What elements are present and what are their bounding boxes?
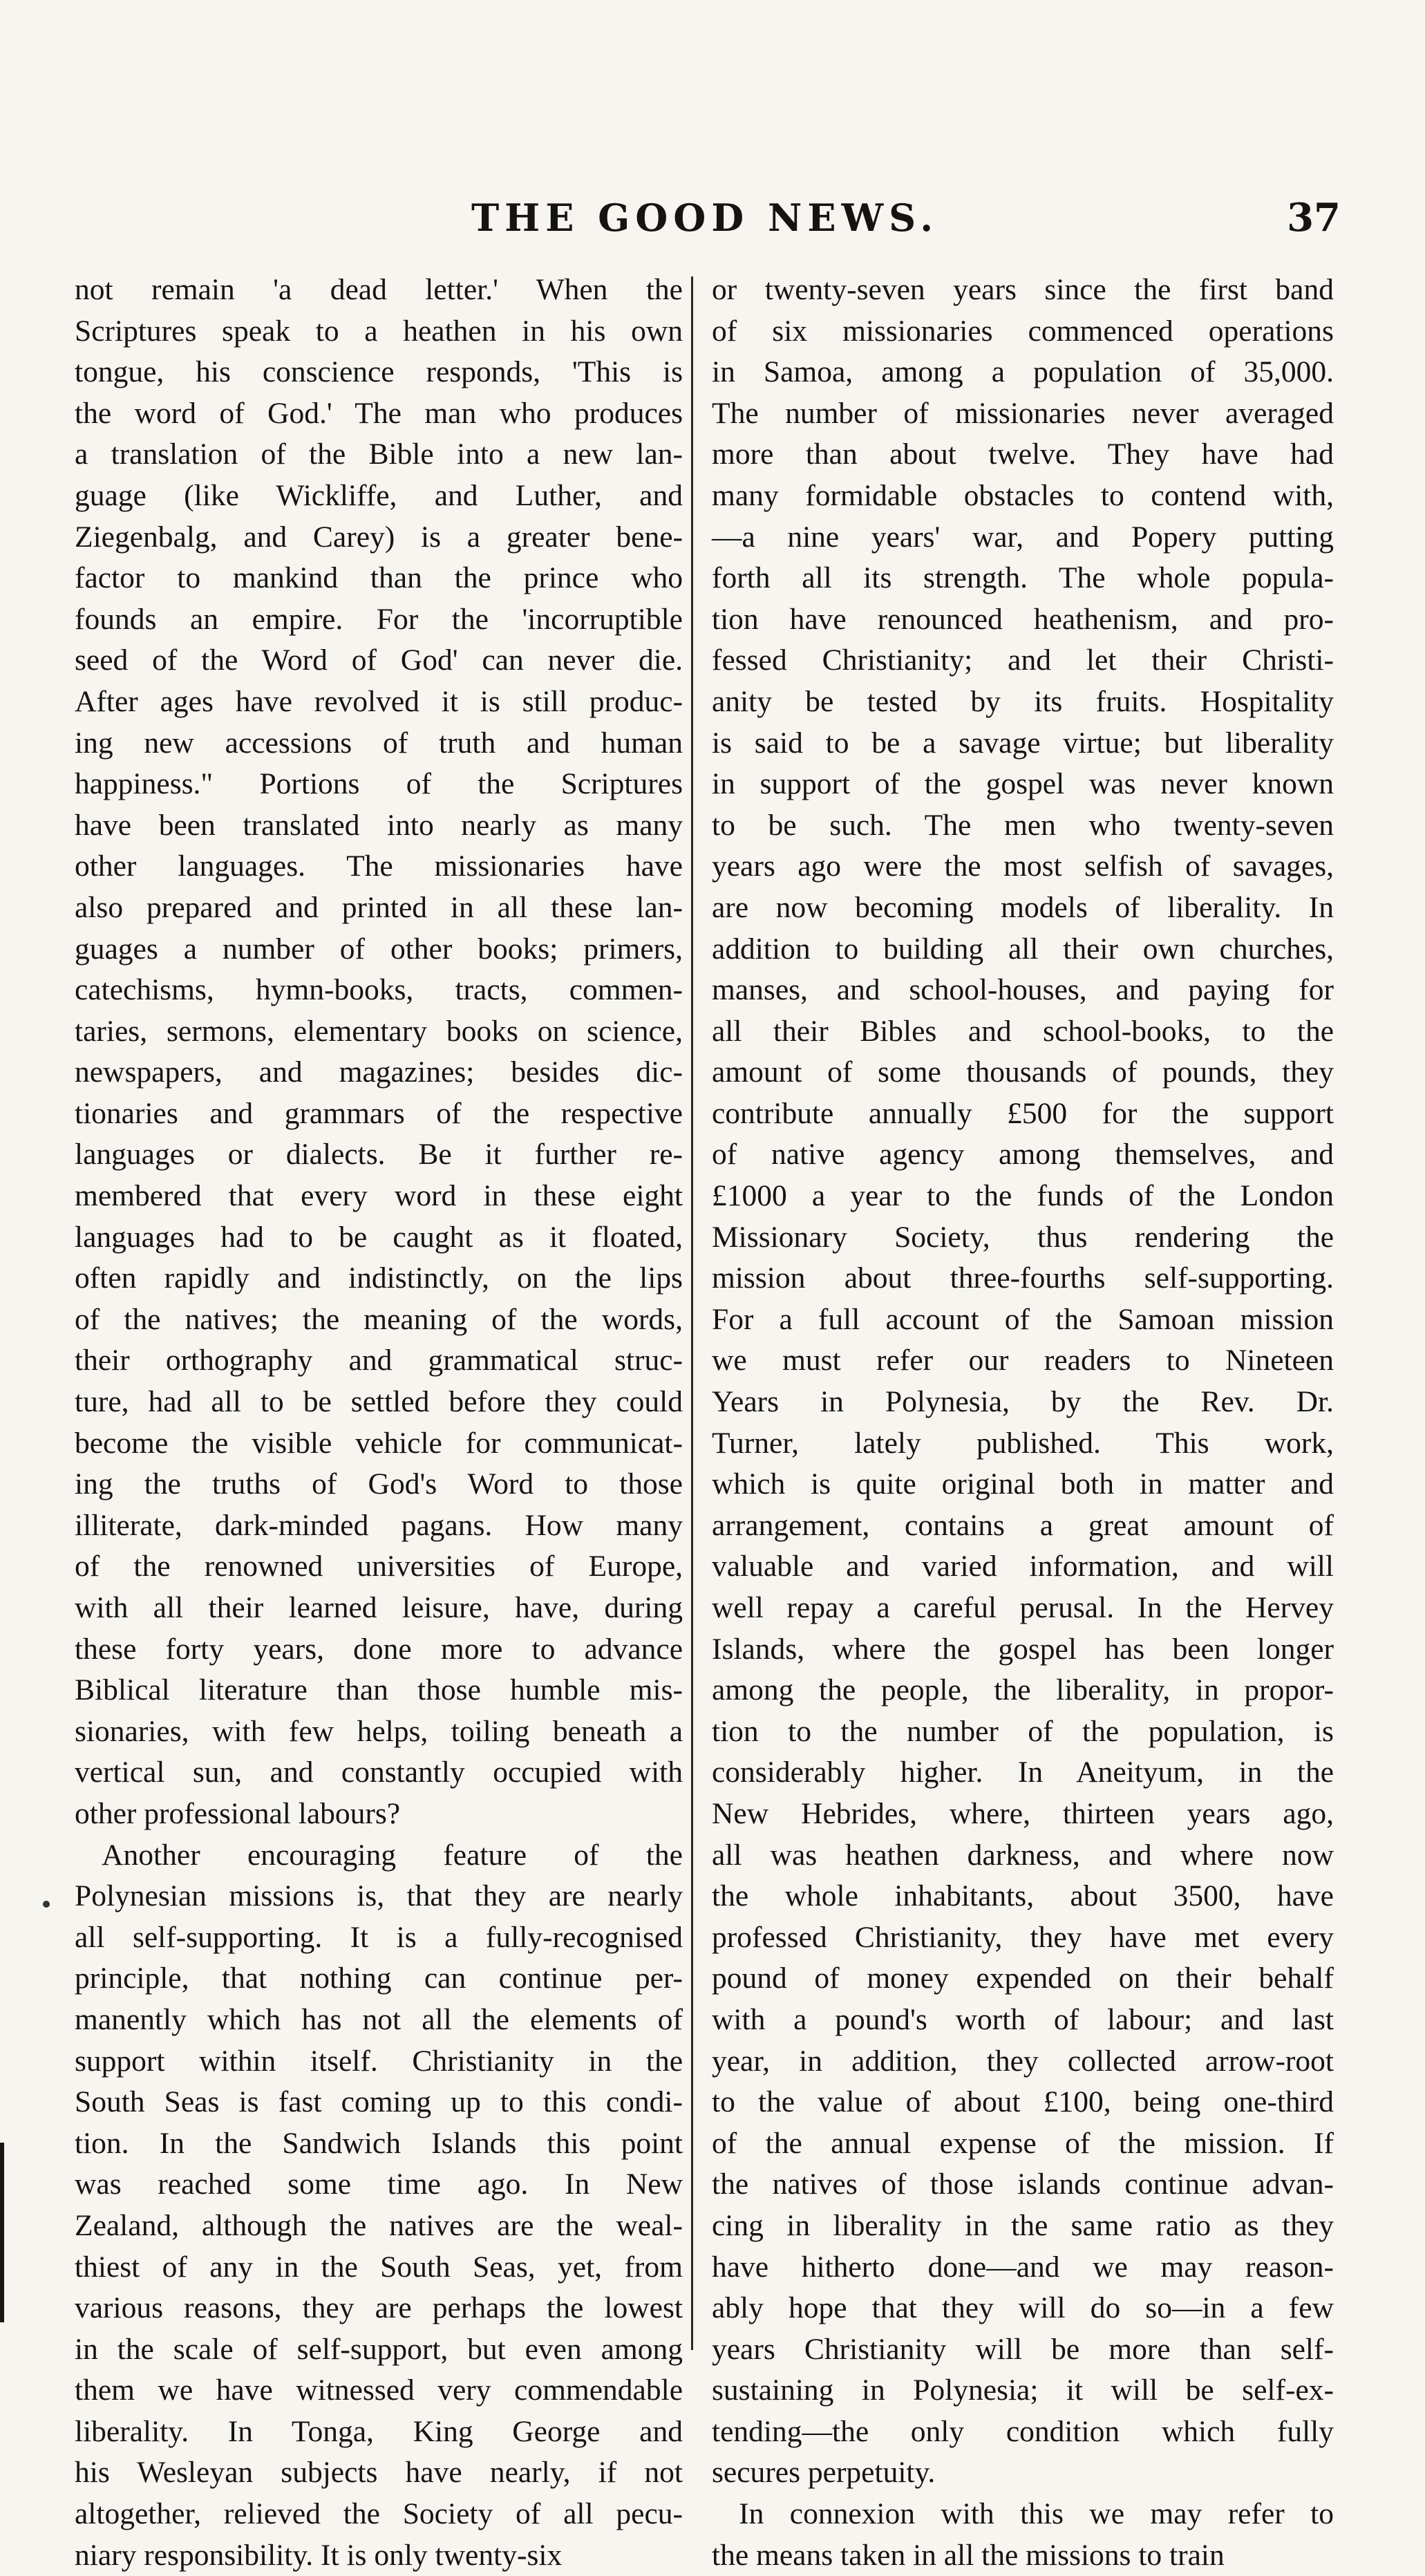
right-column-line: tion to the number of the population, is bbox=[712, 1714, 1334, 1748]
left-column-line: various reasons, they are perhaps the lowest bbox=[75, 2291, 683, 2325]
left-column-line: tionaries and grammars of the respective bbox=[75, 1096, 683, 1130]
left-column-line: was reached some time ago. In New bbox=[75, 2168, 683, 2201]
left-column-line: ing new accessions of truth and human bbox=[75, 726, 683, 760]
left-column-line: support within itself. Christianity in the bbox=[75, 2044, 683, 2078]
left-column-line: Ziegenbalg, and Carey) is a greater bene- bbox=[75, 520, 683, 554]
right-column-line: £1000 a year to the funds of the London bbox=[712, 1179, 1334, 1213]
right-column-line: which is quite original both in matter and bbox=[712, 1467, 1334, 1501]
right-column-line: the means taken in all the missions to train bbox=[712, 2538, 1225, 2572]
left-column-line: Zealand, although the natives are the weal- bbox=[75, 2208, 683, 2242]
left-column-line: of the natives; the meaning of the words, bbox=[75, 1302, 683, 1336]
right-column-line: have hitherto done—and we may reason- bbox=[712, 2250, 1334, 2284]
right-column-line: in support of the gospel was never known bbox=[712, 767, 1334, 801]
right-column-line: is said to be a savage virtue; but liberality bbox=[712, 726, 1334, 760]
right-column-line: —a nine years' war, and Popery putting bbox=[712, 520, 1334, 554]
left-column-line: newspapers, and magazines; besides dic- bbox=[75, 1055, 683, 1089]
left-column-line: tongue, his conscience responds, 'This is bbox=[75, 355, 683, 389]
left-column-line: become the visible vehicle for communicat- bbox=[75, 1426, 683, 1460]
right-column-line: year, in addition, they collected arrow-root bbox=[712, 2044, 1334, 2078]
left-column-line: liberality. In Tonga, King George and bbox=[75, 2414, 683, 2448]
left-column-line: guages a number of other books; primers, bbox=[75, 932, 683, 966]
right-column-line: amount of some thousands of pounds, they bbox=[712, 1055, 1334, 1089]
right-column-line: among the people, the liberality, in propor- bbox=[712, 1673, 1334, 1707]
right-column-line: sustaining in Polynesia; it will be self-ex- bbox=[712, 2373, 1334, 2407]
right-column-line: of the annual expense of the mission. If bbox=[712, 2126, 1334, 2160]
left-column-line: membered that every word in these eight bbox=[75, 1179, 683, 1213]
right-column-line: manses, and school-houses, and paying for bbox=[712, 973, 1334, 1007]
right-column-line: all was heathen darkness, and where now bbox=[712, 1838, 1334, 1872]
left-column-line: also prepared and printed in all these lan- bbox=[75, 890, 683, 924]
right-column-line: years ago were the most selfish of savages, bbox=[712, 849, 1334, 883]
left-column-line: other languages. The missionaries have bbox=[75, 849, 683, 883]
left-column-line: his Wesleyan subjects have nearly, if not bbox=[75, 2456, 683, 2490]
left-column-line: After ages have revolved it is still produc- bbox=[75, 684, 683, 718]
right-column-line: forth all its strength. The whole popula- bbox=[712, 561, 1334, 595]
left-column-line: their orthography and grammatical struc- bbox=[75, 1344, 683, 1378]
left-column-line: ture, had all to be settled before they could bbox=[75, 1385, 683, 1419]
left-column-line: Scriptures speak to a heathen in his own bbox=[75, 314, 683, 348]
right-column-line: In connexion with this we may refer to bbox=[739, 2497, 1334, 2531]
right-column bbox=[712, 270, 1334, 2576]
right-column-line: cing in liberality in the same ratio as they bbox=[712, 2208, 1334, 2242]
left-column-line: Polynesian missions is, that they are nearly bbox=[75, 1879, 683, 1913]
left-column-line: seed of the Word of God' can never die. bbox=[75, 643, 683, 677]
right-column-line: Turner, lately published. This work, bbox=[712, 1426, 1334, 1460]
left-column-line: founds an empire. For the 'incorruptible bbox=[75, 602, 683, 636]
right-column-line: valuable and varied information, and will bbox=[712, 1550, 1334, 1583]
right-column-line: more than about twelve. They have had bbox=[712, 438, 1334, 471]
right-column-line: many formidable obstacles to contend with, bbox=[712, 478, 1334, 512]
right-column-line: Missionary Society, thus rendering the bbox=[712, 1220, 1334, 1254]
right-column-line: Years in Polynesia, by the Rev. Dr. bbox=[712, 1385, 1334, 1419]
right-column-line: we must refer our readers to Nineteen bbox=[712, 1344, 1334, 1378]
right-column-line: of native agency among themselves, and bbox=[712, 1138, 1334, 1172]
left-column-line: with all their learned leisure, have, during bbox=[75, 1591, 683, 1624]
left-column-line: guage (like Wickliffe, and Luther, and bbox=[75, 478, 683, 512]
right-column-line: to be such. The men who twenty-seven bbox=[712, 808, 1334, 842]
left-column-line: Biblical literature than those humble mis- bbox=[75, 1673, 683, 1707]
left-column-line: thiest of any in the South Seas, yet, from bbox=[75, 2250, 683, 2284]
left-column-line: often rapidly and indistinctly, on the lips bbox=[75, 1261, 683, 1295]
right-column-line: with a pound's worth of labour; and last bbox=[712, 2002, 1334, 2036]
right-column-line: mission about three-fourths self-supporting. bbox=[712, 1261, 1334, 1295]
column-divider bbox=[691, 276, 693, 2350]
left-column-line: principle, that nothing can continue per- bbox=[75, 1962, 683, 1995]
right-column-line: tion have renounced heathenism, and pro- bbox=[712, 602, 1334, 636]
page-edge-mark bbox=[0, 2143, 4, 2322]
right-column-line: For a full account of the Samoan mission bbox=[712, 1302, 1334, 1336]
left-column-line: in the scale of self-support, but even among bbox=[75, 2332, 683, 2366]
page-header bbox=[69, 187, 1341, 249]
left-column-line: Another encouraging feature of the bbox=[102, 1838, 683, 1872]
left-column-line: manently which has not all the elements of bbox=[75, 2002, 683, 2036]
left-column-line: not remain 'a dead letter.' When the bbox=[75, 273, 683, 306]
right-column-line: or twenty-seven years since the first band bbox=[712, 273, 1334, 306]
left-column-line: them we have witnessed very commendable bbox=[75, 2373, 683, 2407]
right-column-line: New Hebrides, where, thirteen years ago, bbox=[712, 1796, 1334, 1830]
right-column-line: arrangement, contains a great amount of bbox=[712, 1508, 1334, 1542]
right-column-line: anity be tested by its fruits. Hospitality bbox=[712, 684, 1334, 718]
running-title: THE GOOD NEWS. bbox=[471, 196, 939, 240]
right-column-line: are now becoming models of liberality. In bbox=[712, 890, 1334, 924]
right-column-line: the whole inhabitants, about 3500, have bbox=[712, 1879, 1334, 1913]
right-column-line: in Samoa, among a population of 35,000. bbox=[712, 355, 1334, 389]
left-column bbox=[75, 270, 683, 2576]
left-column-line: niary responsibility. It is only twenty-six bbox=[75, 2538, 563, 2572]
right-column-line: fessed Christianity; and let their Christi- bbox=[712, 643, 1334, 677]
left-column-line: of the renowned universities of Europe, bbox=[75, 1550, 683, 1583]
left-column-line: the word of God.' The man who produces bbox=[75, 396, 683, 430]
left-column-line: catechisms, hymn-books, tracts, commen- bbox=[75, 973, 683, 1007]
left-column-line: happiness." Portions of the Scriptures bbox=[75, 767, 683, 801]
left-column-line: illiterate, dark-minded pagans. How many bbox=[75, 1508, 683, 1542]
left-column-line: factor to mankind than the prince who bbox=[75, 561, 683, 595]
right-column-line: professed Christianity, they have met every bbox=[712, 1920, 1334, 1954]
left-column-line: all self-supporting. It is a fully-recognised bbox=[75, 1920, 683, 1954]
left-column-line: other professional labours? bbox=[75, 1796, 401, 1830]
left-column-line: have been translated into nearly as many bbox=[75, 808, 683, 842]
left-column-line: tion. In the Sandwich Islands this point bbox=[75, 2126, 683, 2160]
right-column-line: contribute annually £500 for the support bbox=[712, 1096, 1334, 1130]
left-column-line: languages had to be caught as it floated, bbox=[75, 1220, 683, 1254]
ink-speck bbox=[43, 1901, 50, 1908]
left-column-line: languages or dialects. Be it further re- bbox=[75, 1138, 683, 1172]
right-column-line: considerably higher. In Aneityum, in the bbox=[712, 1756, 1334, 1789]
right-column-line: The number of missionaries never averaged bbox=[712, 396, 1334, 430]
right-column-line: of six missionaries commenced operations bbox=[712, 314, 1334, 348]
left-column-line: sionaries, with few helps, toiling beneath a bbox=[75, 1714, 683, 1748]
right-column-line: pound of money expended on their behalf bbox=[712, 1962, 1334, 1995]
right-column-line: well repay a careful perusal. In the Hervey bbox=[712, 1591, 1334, 1624]
right-column-line: tending—the only condition which fully bbox=[712, 2414, 1334, 2448]
left-column-line: vertical sun, and constantly occupied with bbox=[75, 1756, 683, 1789]
right-column-line: all their Bibles and school-books, to the bbox=[712, 1014, 1334, 1048]
left-column-line: a translation of the Bible into a new lan- bbox=[75, 438, 683, 471]
left-column-line: South Seas is fast coming up to this condi- bbox=[75, 2085, 683, 2119]
right-column-line: the natives of those islands continue advan- bbox=[712, 2168, 1334, 2201]
right-column-line: ably hope that they will do so—in a few bbox=[712, 2291, 1334, 2325]
right-column-line: to the value of about £100, being one-third bbox=[712, 2085, 1334, 2119]
left-column-line: altogether, relieved the Society of all pecu- bbox=[75, 2497, 683, 2531]
right-column-line: Islands, where the gospel has been longer bbox=[712, 1632, 1334, 1666]
right-column-line: addition to building all their own churches, bbox=[712, 932, 1334, 966]
right-column-line: secures perpetuity. bbox=[712, 2456, 936, 2490]
page-number: 37 bbox=[1287, 195, 1341, 241]
left-column-line: these forty years, done more to advance bbox=[75, 1632, 683, 1666]
left-column-line: ing the truths of God's Word to those bbox=[75, 1467, 683, 1501]
right-column-line: years Christianity will be more than self- bbox=[712, 2332, 1334, 2366]
left-column-line: taries, sermons, elementary books on science, bbox=[75, 1014, 683, 1048]
